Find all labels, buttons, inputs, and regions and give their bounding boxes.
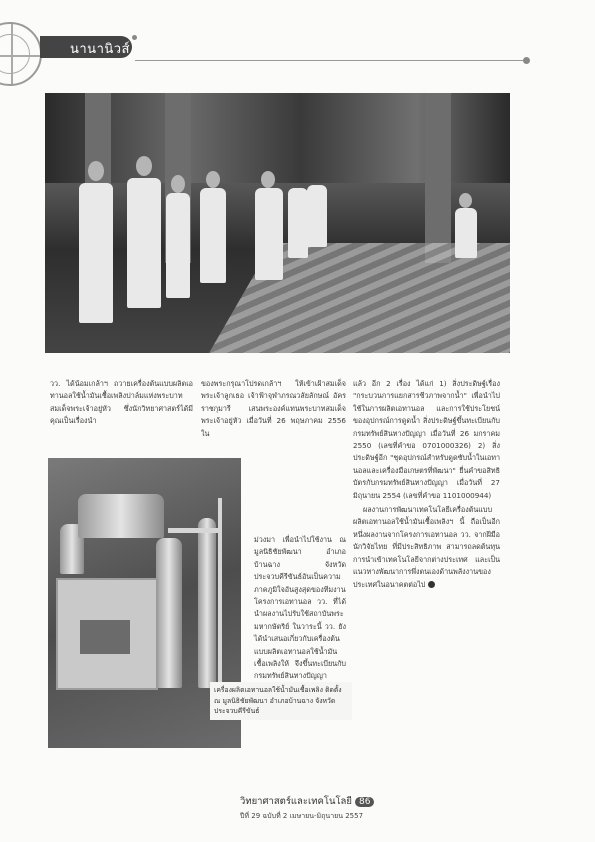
article-paragraph: ผลงานการพัฒนาเทคโนโลยีเครื่องต้นแบบผลิตเอทานอลใช้น้ำมันเชื้อเพลิงฯ นี้ ถือเป็นอีกหนึ่งผลงานจากโครงการเอทานอล วว. จากฝีมือนักวิจัยไทย ที่มีประสิทธิภาพ สามารถลดต้นทุนการนำเข้าเทคโนโลยีจากต่างประเทศ และเป็นแนวทางพัฒนาการพึ่งตนเองด้านพลังงานของประเทศในอนาคตต่อไป xyxy=(353,505,500,589)
article-column-3 xyxy=(353,378,500,591)
magazine-title: วิทยาศาสตร์และเทคโนโลยี xyxy=(240,796,352,807)
photo-caption: เครื่องผลิตเอทานอลใช้น้ำมันเชื้อเพลิง ติดตั้ง ณ มูลนิธิชัยพัฒนา อำเภอบ้านฉาง จังหวัดประจวบคีรีขันธ์ xyxy=(210,682,352,720)
crosshair-logo-icon xyxy=(0,22,42,86)
article-column-2-continued xyxy=(254,534,346,683)
article-column-1 xyxy=(50,378,193,428)
article-paragraph: ม่วงมา เพื่อนำไปใช้งาน ณ มูลนิธิชัยพัฒนา อำเภอบ้านฉาง จังหวัดประจวบคีรีขันธ์อันเป็นความภาคภูมิใจอันสูงสุดของทีมงานโครงการเอทานอล วว. ที่ได้นำผลงานไปรับใช้สถาบันพระมหากษัตริย์ ในวาระนี้ วว. ยังได้นำเสนอเกี่ยวกับเครื่องต้นแบบผลิตเอทานอลใช้น้ำมันเชื้อเพลิงให้ จึงขึ้นทะเบียนกับกรมทรัพย์สินทางปัญญา xyxy=(254,535,346,681)
ceremony-photo xyxy=(45,93,510,353)
article-column-2 xyxy=(201,378,346,440)
header-rule-end-dot-icon xyxy=(523,57,530,64)
header-dot-icon xyxy=(132,35,137,40)
section-title: นานานิวส์ xyxy=(70,42,130,57)
page-number: 86 xyxy=(355,797,374,807)
issue-info: ปีที่ 29 ฉบับที่ 2 เมษายน-มิถุนายน 2557 xyxy=(240,812,364,820)
page-footer xyxy=(240,794,380,822)
end-of-article-icon xyxy=(428,581,435,588)
article-paragraph: แล้ว อีก 2 เรื่อง ได้แก่ 1) สิ่งประดิษฐ์เรื่อง "กระบวนการแยกสารชีวภาพจากน้ำ" เพื่อนำไปใช้ในการผลิตเอทานอล และการใช้ประโยชน์ของอุปกรณ์การดูดน้ำ สิ่งประดิษฐ์ขึ้นทะเบียนกับกรมทรัพย์สินทางปัญญา เมื่อวันที่ 26 มกราคม 2550 (เลขที่คำขอ 0701000326) 2) สิ่งประดิษฐ์อีก "ชุดอุปกรณ์สำหรับดูดซับน้ำในเอทานอลและเครื่องมือเกษตรที่พัฒนา" ยื่นคำขอสิทธิบัตรกับกรมทรัพย์สินทางปัญญา เมื่อวันที่ 27 มิถุนายน 2554 (เลขที่คำขอ 1101000944) xyxy=(353,379,500,500)
article-paragraph: วว. ได้น้อมเกล้าฯ ถวายเครื่องต้นแบบผลิตเอทานอลใช้น้ำมันเชื้อเพลิงปาล์มแห่งพระบาทสมเด็จพระเจ้าอยู่หัว ซึ่งนักวิทยาศาสตร์ได้มีคุณเป็นเรื่องนำ xyxy=(50,379,193,426)
header-divider xyxy=(135,60,525,61)
article-paragraph: ของพระกรุณาโปรดเกล้าฯ ให้เข้าเฝ้าสมเด็จพระเจ้าลูกเธอ เจ้าฟ้าจุฬาภรณวลัยลักษณ์ อัครราชกุมารี เสนพระองค์แทนพระบาทสมเด็จพระเจ้าอยู่หัว เมื่อวันที่ 26 พฤษภาคม 2556 ใน xyxy=(201,379,346,438)
